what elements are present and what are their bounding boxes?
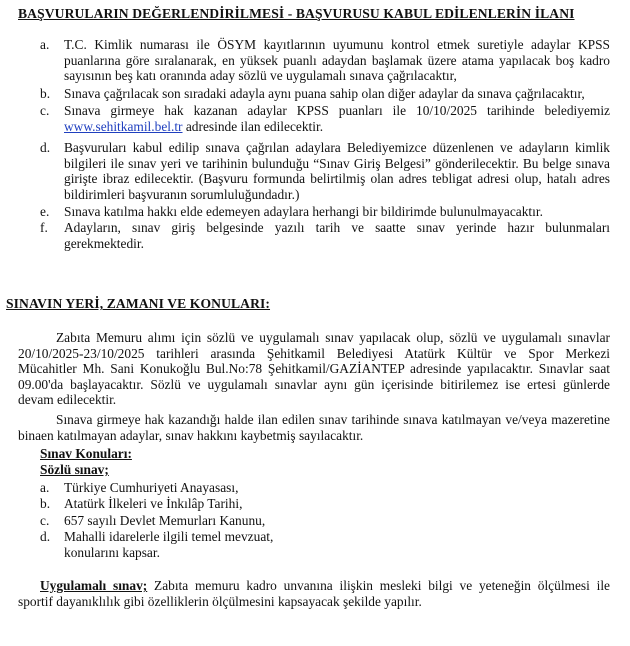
- item-text: [64, 103, 610, 134]
- item-text: [64, 86, 610, 102]
- text-line: Sınava çağrılacak son sıradaki adayla aynı puana sahip olan diğer adaylar da sınava çağrılacaktır,: [64, 86, 585, 101]
- item-text: [64, 140, 610, 202]
- list-item: [40, 529, 273, 545]
- text-line: [18, 578, 610, 594]
- text-line: Sınava katılma hakkı elde edemeyen adaylara herhangi bir bildirimde bulunulmayacaktır.: [64, 204, 543, 219]
- text-line: T.C. Kimlik numarası ile ÖSYM kayıtlarının uyumunu kontrol etmek suretiyle adaylar KPSS: [64, 37, 610, 52]
- section-title-applications: BAŞVURULARIN DEĞERLENDİRİLMESİ - BAŞVURUSU KABUL EDİLENLERİN İLANI: [18, 6, 575, 21]
- practical-exam-paragraph: [18, 578, 610, 609]
- section-title-exam: SINAVIN YERİ, ZAMANI VE KONULARI:: [6, 296, 271, 311]
- text-line: bilgileri ile sınav yeri ve tarihinin bulunduğu “Sınav Giriş Belgesi” gönderilecektir. Bu belge sınava: [64, 155, 610, 171]
- exam-paragraph-1: [18, 330, 610, 408]
- item-letter: d.: [40, 140, 51, 155]
- list-item: [40, 545, 273, 561]
- item-letter: b.: [40, 86, 51, 101]
- text-line: gerekmektedir.: [64, 235, 144, 251]
- text-line: binaen katılmayan adaylar, sınav hakkını kaybetmiş sayılacaktır.: [18, 427, 364, 443]
- item-letter: d.: [40, 528, 51, 544]
- text-line: Sınava girmeye hak kazanan adaylar KPSS puanları ile 10/10/2025 tarihinde belediyemiz: [64, 103, 610, 118]
- text-line: sayısının beş katı oranında aday sözlü ve uygulamalı sınava çağrılacaktır,: [64, 68, 457, 83]
- oral-exam-title: Sözlü sınav;: [40, 462, 109, 477]
- item-letter: b.: [40, 496, 51, 512]
- text-line: 20/10/2025-23/10/2025 tarihleri arasında Şehitkamil Belediyesi Atatürk Kültür ve Spor Merkezi: [18, 345, 610, 361]
- text-line: sportif dayanıklılık gibi özelliklerin ölçülmesini kapsayacak şekilde yapılır.: [18, 593, 422, 609]
- item-letter: a.: [40, 480, 50, 495]
- item-text: Türkiye Cumhuriyeti Anayasası,: [64, 480, 239, 495]
- item-text: [64, 37, 610, 84]
- text-line: devam edilecektir.: [18, 392, 117, 407]
- text-line: Mücahitler Mh. Sani Konukoğlu Bul.No:78 Şehitkamil/GAZİANTEP adresinde yapılacaktır. Sınavlar saat: [18, 361, 610, 376]
- item-text: [64, 204, 610, 220]
- item-text: Atatürk İlkeleri ve İnkılâp Tarihi,: [64, 496, 243, 512]
- text-line: bildirimleri başvuranın sorumluluğundadır.): [64, 186, 300, 202]
- text-line: Sınava girmeye hak kazandığı halde ilan edilen sınav tarihinde sınava katılmayan ve/veya mazeretine: [56, 412, 610, 427]
- text-line: puanlarına göre sıralanarak, en yüksek puanlı adaydan başlamak üzere atama yapılacak boş kadro: [64, 52, 610, 68]
- text-line: [64, 119, 610, 135]
- text-line: Zabıta Memuru alımı için sözlü ve uygulamalı sınav yapılacak olup, sözlü ve uygulamalı sınavlar: [56, 330, 610, 345]
- practical-exam-text: Zabıta memuru kadro unvanına ilişkin mesleki bilgi ve yeteneğin ölçülmesi ile: [147, 578, 610, 593]
- list-item: [40, 496, 273, 512]
- item-text: 657 sayılı Devlet Memurları Kanunu,: [64, 512, 266, 528]
- list-item: [40, 480, 273, 496]
- item-letter: a.: [40, 37, 50, 52]
- item-text: konularını kapsar.: [64, 545, 160, 561]
- item-text: Mahalli idarelerle ilgili temel mevzuat,: [64, 528, 274, 544]
- item-letter: c.: [40, 512, 50, 528]
- item-text: [64, 220, 610, 251]
- text-line: Başvuruları kabul edilip sınava çağrılan adaylara Belediyemizce düzenlenen ve adayların kimlik: [64, 140, 610, 155]
- oral-topics-list: [40, 480, 273, 561]
- topics-title: Sınav Konuları:: [40, 446, 132, 461]
- practical-exam-title: Uygulamalı sınav;: [40, 578, 148, 593]
- item-letter: f.: [40, 220, 48, 235]
- website-link[interactable]: www.sehitkamil.bel.tr: [64, 118, 183, 134]
- exam-paragraph-2: [18, 412, 610, 443]
- list-item: [40, 513, 273, 529]
- text-line: girişte ibraz edilecektir. (Başvuru formunda belirtilmiş olan adres tebligat adresi olup, hatalı adres: [64, 171, 610, 186]
- text-line: Adayların, sınav giriş belgesinde yazılı tarih ve saatte sınav yerinde hazır bulunmaları: [64, 220, 610, 235]
- item-letter: e.: [40, 204, 50, 219]
- text-line: 09.00'da başlayacaktır. Sözlü ve uygulamalı sınavlar aynı gün içerisinde bitirilemez ise ertesi günlerde: [18, 376, 610, 392]
- link-suffix: adresinde ilan edilecektir.: [182, 118, 324, 134]
- item-letter: c.: [40, 103, 50, 118]
